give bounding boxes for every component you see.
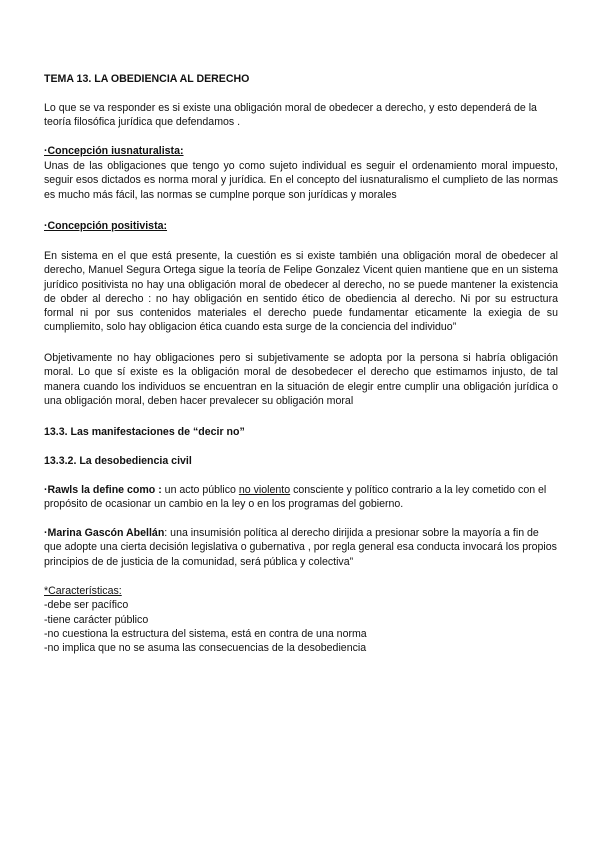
iusnaturalism-paragraph: Unas de las obligaciones que tengo yo como sujeto individual es seguir el ordenamiento moral impuesto, seguir esos dictados es norma moral y jurídica. En el concepto del iusnaturalismo el cumplieto de las normas es mucho más fácil, las normas se cumplne porque son jurídicas y morales: [44, 160, 558, 201]
rawls-paragraph: [44, 483, 558, 512]
positivism-paragraph-2: Objetivamente no hay obligaciones pero si subjetivamente se adopta por la persona si habría obligación moral. Lo que sí existe es la obligación moral de desobedecer el derecho que estimamos injusto, de tal manera cuando los individuos se encuentran en la situación de elegir entre cumplir una obligación jurídica o una obligación moral, deben hacer prevalecer su obligación moral: [44, 352, 558, 407]
gascon-label: ·Marina Gascón Abellán: [44, 527, 165, 539]
gascon-paragraph: [44, 526, 558, 569]
rawls-text-underlined: no violento: [238, 484, 291, 496]
list-item: -debe ser pacífico: [44, 599, 129, 612]
features-list: [44, 584, 558, 655]
rawls-text-pre: un acto público: [161, 484, 239, 496]
gascon-text: : una insumisión política al derecho dirijida a presionar sobre la mayoría a fin de que adopte una cierta decisión legislativa o gubernativa , por regla general esa conducta invocará los propios principios de de justicia de la comunidad, será pública y colectiva”: [44, 527, 557, 568]
positivism-paragraph-1: En sistema en el que está presente, la cuestión es si existe también una obligación moral de obedecer al derecho, Manuel Segura Ortega sigue la teoría de Felipe Gonzalez Vicent quien mantiene que en un sistema jurídico positivista no hay una obligación moral de obedecer al derecho, no se puede mantener la existencia de obder al derecho : no hay obligación en sentido ético de obediencia al derecho. Ni por su estructura formal ni por sus contenidos materiales el derecho puede fundamentar eticamente la exiegia de su cumpliemito, solo hay obligacion ética cuando esta surge de la conciencia del individuo”: [44, 250, 558, 334]
section-13-3-heading: 13.3. Las manifestaciones de “decir no”: [44, 426, 245, 438]
document-title: TEMA 13. LA OBEDIENCIA AL DERECHO: [44, 73, 250, 85]
rawls-label: ·Rawls la define como :: [44, 484, 162, 496]
intro-paragraph: Lo que se va responder es si existe una obligación moral de obedecer a derecho, y esto dependerá de la teoría filosófica jurídica que defendamos .: [44, 102, 537, 129]
rawls-text-post: consciente y político contrario a la ley cometido con el propósito de ocasionar un cambio en la ley o en los programas del gobierno.: [44, 484, 547, 511]
list-item: -no implica que no se asuma las consecuencias de la desobediencia: [44, 642, 367, 655]
positivism-heading: ·Concepción positivista:: [44, 220, 168, 232]
iusnaturalism-heading: ·Concepción iusnaturalista:: [44, 145, 184, 157]
section-13-3-2-heading: 13.3.2. La desobediencia civil: [44, 455, 192, 467]
list-item: -tiene carácter público: [44, 613, 149, 626]
list-item: -no cuestiona la estructura del sistema, está en contra de una norma: [44, 627, 367, 640]
features-heading: *Características:: [44, 585, 122, 597]
